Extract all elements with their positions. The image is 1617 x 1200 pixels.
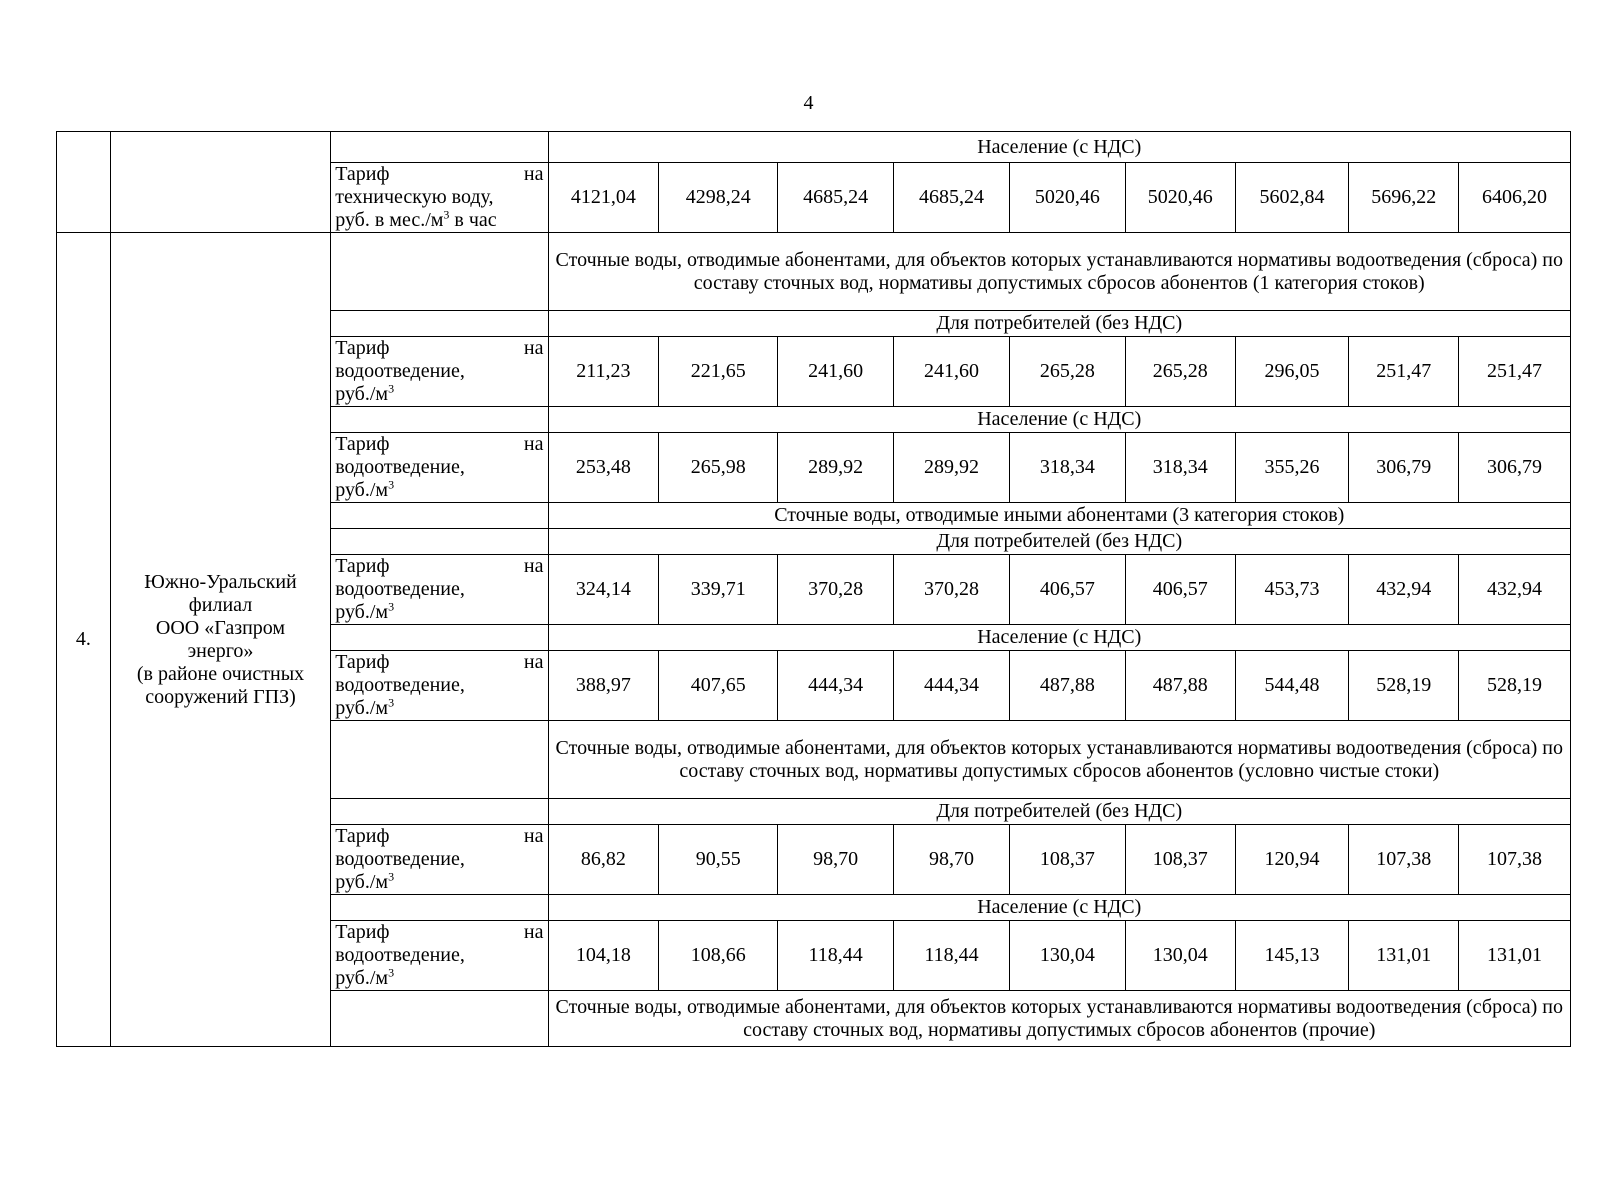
value-cell: 145,13 — [1235, 921, 1349, 991]
value-cell: 4121,04 — [548, 163, 659, 233]
row-label-vodootvedenie: Тариф на водоотведение, $руб./м^3$ — [331, 433, 548, 503]
value-cell: 407,65 — [659, 651, 778, 721]
subheader-potrebiteli: Для потребителей (без НДС) — [548, 799, 1571, 825]
value-cell: 251,47 — [1459, 337, 1571, 407]
page-number: 4 — [803, 92, 814, 114]
value-cell: 306,79 — [1459, 433, 1571, 503]
value-cell: 487,88 — [1009, 651, 1125, 721]
value-cell: 104,18 — [548, 921, 659, 991]
value-cell: 131,01 — [1459, 921, 1571, 991]
value-cell: 108,37 — [1009, 825, 1125, 895]
value-cell: 4298,24 — [659, 163, 778, 233]
category-header-clean: Сточные воды, отводимые абонентами, для объектов которых устанавливаются нормативы водоотведения (сброса) по составу сточных вод, нормативы допустимых сбросов абонентов (условно чистые стоки) — [548, 721, 1571, 799]
prev-row-number-cell — [57, 132, 111, 233]
empty-label-cell — [331, 132, 548, 163]
value-cell: 388,97 — [548, 651, 659, 721]
empty-label-cell — [331, 895, 548, 921]
row-number: 4. — [57, 233, 111, 1047]
value-cell: 98,70 — [778, 825, 894, 895]
empty-label-cell — [331, 625, 548, 651]
value-cell: 289,92 — [778, 433, 894, 503]
value-cell: 5602,84 — [1235, 163, 1349, 233]
value-cell: 265,28 — [1009, 337, 1125, 407]
value-cell: 120,94 — [1235, 825, 1349, 895]
empty-label-cell — [331, 407, 548, 433]
category-header-other: Сточные воды, отводимые абонентами, для объектов которых устанавливаются нормативы водоотведения (сброса) по составу сточных вод, нормативы допустимых сбросов абонентов (прочие) — [548, 991, 1571, 1047]
empty-label-cell — [331, 721, 548, 799]
value-cell: 6406,20 — [1459, 163, 1571, 233]
value-cell: 406,57 — [1009, 555, 1125, 625]
value-cell: 108,66 — [659, 921, 778, 991]
value-cell: 444,34 — [894, 651, 1010, 721]
empty-label-cell — [331, 311, 548, 337]
value-cell: 107,38 — [1459, 825, 1571, 895]
value-cell: 318,34 — [1125, 433, 1235, 503]
subheader-naselenie: Население (с НДС) — [548, 625, 1571, 651]
value-cell: 118,44 — [894, 921, 1010, 991]
empty-label-cell — [331, 503, 548, 529]
value-cell: 370,28 — [894, 555, 1010, 625]
value-cell: 253,48 — [548, 433, 659, 503]
value-cell: 544,48 — [1235, 651, 1349, 721]
category-header-3: Сточные воды, отводимые иными абонентами (3 категория стоков) — [548, 503, 1571, 529]
value-cell: 487,88 — [1125, 651, 1235, 721]
subheader-naselenie: Население (с НДС) — [548, 895, 1571, 921]
value-cell: 339,71 — [659, 555, 778, 625]
value-cell: 5020,46 — [1125, 163, 1235, 233]
empty-label-cell — [331, 529, 548, 555]
value-cell: 211,23 — [548, 337, 659, 407]
value-cell: 432,94 — [1459, 555, 1571, 625]
subheader-naselenie: Население (с НДС) — [548, 407, 1571, 433]
subheader-potrebiteli: Для потребителей (без НДС) — [548, 311, 1571, 337]
value-cell: 318,34 — [1009, 433, 1125, 503]
value-cell: 108,37 — [1125, 825, 1235, 895]
value-cell: 90,55 — [659, 825, 778, 895]
value-cell: 265,98 — [659, 433, 778, 503]
empty-label-cell — [331, 991, 548, 1047]
value-cell: 5020,46 — [1009, 163, 1125, 233]
value-cell: 370,28 — [778, 555, 894, 625]
row-label-vodootvedenie: Тариф на водоотведение, $руб./м^3$ — [331, 337, 548, 407]
value-cell: 251,47 — [1349, 337, 1459, 407]
row-label-voda: Тариф на техническую воду, руб. в $мес./м^3$ в час — [331, 163, 548, 233]
empty-label-cell — [331, 799, 548, 825]
row-label-vodootvedenie: Тариф на водоотведение, $руб./м^3$ — [331, 825, 548, 895]
subheader-potrebiteli: Для потребителей (без НДС) — [548, 529, 1571, 555]
value-cell: 406,57 — [1125, 555, 1235, 625]
value-cell: 130,04 — [1125, 921, 1235, 991]
value-cell: 528,19 — [1459, 651, 1571, 721]
value-cell: 355,26 — [1235, 433, 1349, 503]
value-cell: 306,79 — [1349, 433, 1459, 503]
value-cell: 131,01 — [1349, 921, 1459, 991]
row-label-vodootvedenie: Тариф на водоотведение, $руб./м^3$ — [331, 921, 548, 991]
row-label-vodootvedenie: Тариф на водоотведение, $руб./м^3$ — [331, 555, 548, 625]
category-header-1: Сточные воды, отводимые абонентами, для объектов которых устанавливаются нормативы водоотведения (сброса) по составу сточных вод, нормативы допустимых сбросов абонентов (1 категория стоков) — [548, 233, 1571, 311]
subheader-naselenie: Население (с НДС) — [548, 132, 1571, 163]
value-cell: 221,65 — [659, 337, 778, 407]
value-cell: 5696,22 — [1349, 163, 1459, 233]
value-cell: 324,14 — [548, 555, 659, 625]
empty-label-cell — [331, 233, 548, 311]
value-cell: 241,60 — [778, 337, 894, 407]
row-label-vodootvedenie: Тариф на водоотведение, $руб./м^3$ — [331, 651, 548, 721]
value-cell: 118,44 — [778, 921, 894, 991]
value-cell: 107,38 — [1349, 825, 1459, 895]
value-cell: 432,94 — [1349, 555, 1459, 625]
value-cell: 296,05 — [1235, 337, 1349, 407]
value-cell: 289,92 — [894, 433, 1010, 503]
organization-name: Южно-Уральский филиал ООО «Газпром энерго» (в районе очистных сооружений ГПЗ) — [110, 233, 330, 1047]
value-cell: 4685,24 — [894, 163, 1010, 233]
value-cell: 98,70 — [894, 825, 1010, 895]
value-cell: 265,28 — [1125, 337, 1235, 407]
value-cell: 4685,24 — [778, 163, 894, 233]
value-cell: 444,34 — [778, 651, 894, 721]
value-cell: 528,19 — [1349, 651, 1459, 721]
value-cell: 453,73 — [1235, 555, 1349, 625]
value-cell: 130,04 — [1009, 921, 1125, 991]
value-cell: 86,82 — [548, 825, 659, 895]
value-cell: 241,60 — [894, 337, 1010, 407]
prev-org-cell — [110, 132, 330, 233]
tariff-table — [56, 131, 1571, 1047]
